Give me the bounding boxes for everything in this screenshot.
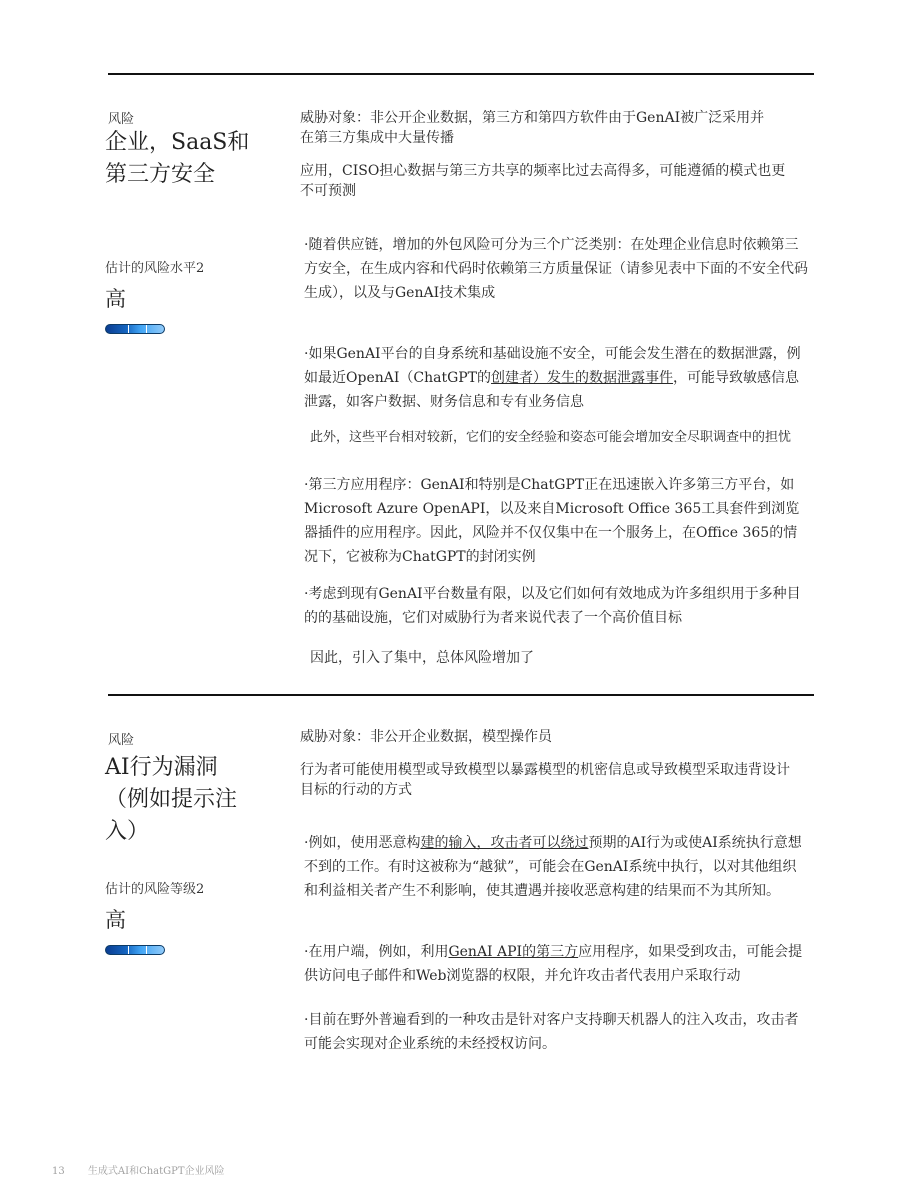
section2-bullet-2: ·在用户端，例如，利用GenAI API的第三方应用程序，如果受到攻击，可能会提供访问电子邮件和Web浏览器的权限，并允许攻击者代表用户采取行动 bbox=[304, 944, 803, 984]
section1-bullet-2-tail: ，可能导致敏感信息泄露，如客户数据、财务信息和专有业务信息 bbox=[304, 370, 800, 410]
section1-note-1: 此外，这些平台相对较新，它们的安全经验和姿态可能会增加安全尽职调查中的担忧 bbox=[310, 430, 792, 445]
section2-title: AI行为漏洞（例如提示注入） bbox=[105, 755, 238, 844]
section1-bullet-4-text: 考虑到现有GenAI平台数量有限，以及它们如何有效地成为许多组织用于多种目的的基础设施，它们对威胁行为者来说代表了一个高价值目标 bbox=[304, 586, 801, 626]
section2-bullet-2-text: 在用户端，例如，利用 bbox=[308, 944, 449, 960]
section1-bullet-3: ·第三方应用程序：GenAI和特别是ChatGPT正在迅速嵌入许多第三方平台，如Microsoft Azure OpenAPI，以及来自Microsoft Office 365工具套件到浏览器插件的应用程序。因此，风险并不仅仅集中在一个服务上，在Office 365的情况下，它被称为ChatGPT的封闭实例 bbox=[304, 477, 800, 565]
openai-breach-link[interactable]: 创建者）发生的数据泄露事件 bbox=[491, 370, 674, 386]
section2-bullet-3-text: 目前在野外普遍看到的一种攻击是针对客户支持聊天机器人的注入攻击，攻击者可能会实现对企业系统的未经授权访问。 bbox=[304, 1012, 799, 1052]
section1-level-label: 估计的风险水平2 bbox=[105, 261, 205, 276]
section1-bullet-1-text: 随着供应链，增加的外包风险可分为三个广泛类别：在处理企业信息时依赖第三方安全，在生成内容和代码时依赖第三方质量保证（请参见表中下面的不安全代码生成），以及与GenAI技术集成 bbox=[304, 237, 808, 301]
section2-bullet-1-text: 例如，使用恶意构 bbox=[308, 835, 421, 851]
section2-bullet-1-tail: 预期的AI行为或使AI系统执行意想不到的工作。有时这被称为“越狱”，可能会在GenAI系统中执行，以对其他组织和利益相关者产生不利影响，使其遭遇并接收恶意构建的结果而不为其所知。 bbox=[304, 835, 802, 899]
section1-bullet-1: ·随着供应链，增加的外包风险可分为三个广泛类别：在处理企业信息时依赖第三方安全，在生成内容和代码时依赖第三方质量保证（请参见表中下面的不安全代码生成），以及与GenAI技术集成 bbox=[304, 237, 808, 301]
section1-intro: 应用，CISO担心数据与第三方共享的频率比过去高得多，可能遵循的模式也更不可预测 bbox=[300, 163, 786, 199]
section2-bullet-1: ·例如，使用恶意构建的输入，攻击者可以绕过预期的AI行为或使AI系统执行意想不到的工作。有时这被称为“越狱”，可能会在GenAI系统中执行，以对其他组织和利益相关者产生不利影响，使其遭遇并接收恶意构建的结果而不为其所知。 bbox=[304, 835, 802, 899]
section2-level-label: 估计的风险等级2 bbox=[105, 882, 205, 897]
section1-bullet-3-text: 第三方应用程序：GenAI和特别是ChatGPT正在迅速嵌入许多第三方平台，如Microsoft Azure OpenAPI，以及来自Microsoft Office 365工具套件到浏览器插件的应用程序。因此，风险并不仅仅集中在一个服务上，在Office 365的情况下，它被称为ChatGPT的封闭实例 bbox=[304, 477, 800, 565]
section2-intro: 行为者可能使用模型或导致模型以暴露模型的机密信息或导致模型采取违背设计目标的行动的方式 bbox=[300, 762, 790, 798]
section2-bullet-3: ·目前在野外普遍看到的一种攻击是针对客户支持聊天机器人的注入攻击，攻击者可能会实现对企业系统的未经授权访问。 bbox=[304, 1012, 799, 1052]
section2-risk-meter bbox=[105, 945, 165, 955]
section1-bullet-4: ·考虑到现有GenAI平台数量有限，以及它们如何有效地成为许多组织用于多种目的的基础设施，它们对威胁行为者来说代表了一个高价值目标 bbox=[304, 586, 801, 626]
section1-threat: 威胁对象：非公开企业数据，第三方和第四方软件由于GenAI被广泛采用并在第三方集成中大量传播 bbox=[300, 110, 765, 146]
section2-threat: 威胁对象：非公开企业数据，模型操作员 bbox=[300, 729, 552, 745]
section1-bullet-2: ·如果GenAI平台的自身系统和基础设施不安全，可能会发生潜在的数据泄露，例如最近OpenAI（ChatGPT的创建者）发生的数据泄露事件，可能导致敏感信息泄露，如客户数据、财务信息和专有业务信息 bbox=[304, 346, 801, 410]
section2-risk-label: 风险 bbox=[108, 733, 135, 748]
malicious-input-link[interactable]: 建的输入，攻击者可以绕过 bbox=[420, 835, 589, 851]
section1-top-rule bbox=[108, 73, 814, 75]
genai-api-link[interactable]: GenAI API的第三方 bbox=[448, 944, 579, 960]
section2-bullet-2-tail: 应用程序，如果受到攻击，可能会提供访问电子邮件和Web浏览器的权限，并允许攻击者代表用户采取行动 bbox=[304, 944, 803, 984]
section1-title: 企业，SaaS和第三方安全 bbox=[105, 130, 250, 187]
section1-level-value: 高 bbox=[105, 287, 126, 311]
section1-note-2: 因此，引入了集中，总体风险增加了 bbox=[310, 650, 534, 666]
section1-risk-label: 风险 bbox=[108, 112, 135, 127]
section1-bullet-2-text: 如果GenAI平台的自身系统和基础设施不安全，可能会发生潜在的数据泄露，例如最近OpenAI（ChatGPT的 bbox=[304, 346, 801, 386]
page-footer bbox=[52, 1162, 225, 1177]
section1-risk-meter bbox=[105, 324, 165, 334]
section2-top-rule bbox=[108, 694, 814, 696]
section2-level-value: 高 bbox=[105, 908, 126, 932]
page-number: 13 bbox=[52, 1166, 65, 1177]
footer-doc-title: 生成式AI和ChatGPT企业风险 bbox=[87, 1166, 225, 1177]
